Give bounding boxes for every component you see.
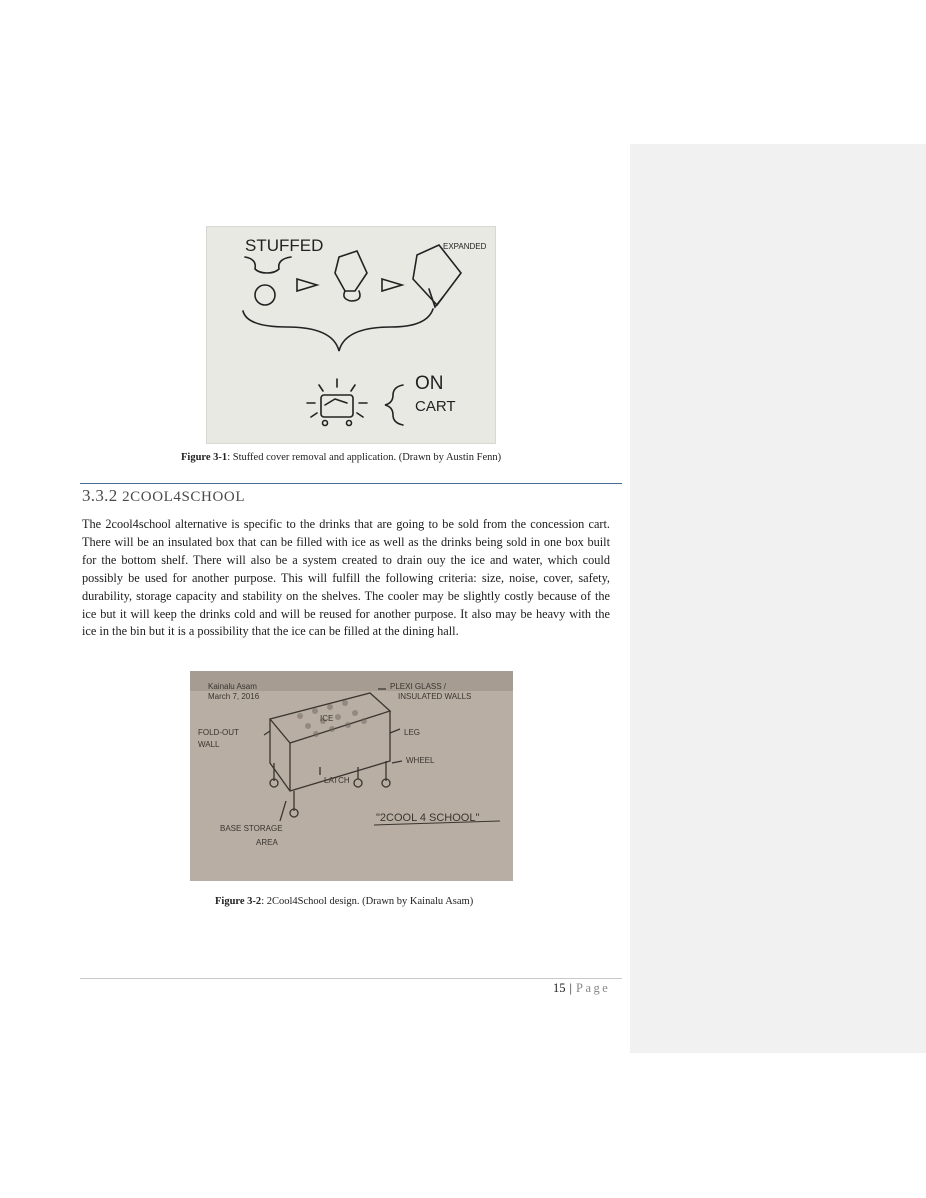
sketch-label-base: BASE STORAGE [220,824,283,833]
sketch-label-cart: CART [415,398,456,415]
figure-3-2-caption-text: : 2Cool4School design. (Drawn by Kainalu Asam) [261,896,474,907]
sketch-label-insulated: INSULATED WALLS [398,692,472,701]
figure-3-1-caption [181,452,501,463]
figure-3-2-caption [215,896,473,907]
figure-3-2-label: Figure 3-2 [215,896,262,907]
page-footer [553,981,610,996]
footer-separator: | [569,981,573,995]
sketch-label-expanded: EXPANDED [443,242,487,251]
sketch-title: "2COOL 4 SCHOOL" [376,812,480,824]
section-body-paragraph: The 2cool4school alternative is specific to the drinks that are going to be sold from the concession cart. There will be an insulated box that can be filled with ice as well as the drinks being sold in one box built for the bottom shelf. There will also be a system created to drain ouy the ice and water, which could possibly be used for another purpose. This will fulfill the following criteria: size, noise, cover, safety, durability, storage capacity and stability on the shelves. The cooler may be slightly costly because of the ice but it will keep the drinks cold and will be reused for another purpose. It also may be heavy with the ice in the bin but it is a possibility that the ice can be filled at the dining hall. [82,517,610,639]
sketch-date: March 7, 2016 [208,692,260,701]
footer-rule [80,978,622,979]
page-label: Page [576,981,611,995]
cooler-design-sketch [190,671,513,881]
figure-3-1-image [206,226,496,444]
figure-3-2-image [190,671,513,881]
comment-pane [630,144,926,1053]
figure-3-1-caption-text: : Stuffed cover removal and application. (Drawn by Austin Fenn) [227,452,502,463]
sketch-label-wheel: WHEEL [406,756,435,765]
sketch-label-ice: ICE [320,714,334,723]
sketch-author: Kainalu Asam [208,682,257,691]
figure-3-1-label: Figure 3-1 [181,452,228,463]
sketch-label-foldout: FOLD-OUT [198,728,239,737]
section-title: 2COOL4SCHOOL [122,489,246,505]
section-number: 3.3.2 [82,486,118,505]
sketch-label-wall: WALL [198,740,220,749]
sketch-label-plexi: PLEXI GLASS / [390,682,447,691]
section-heading [82,486,245,506]
sketch-label-on: ON [415,373,444,394]
page-number: 15 [553,981,566,995]
sketch-label-latch: LATCH [324,776,350,785]
stuffed-cover-sketch [207,227,495,443]
sketch-label-leg: LEG [404,728,421,737]
sketch-label-area: AREA [256,838,278,847]
heading-rule [80,483,622,484]
sketch-label-stuffed: STUFFED [245,236,324,255]
